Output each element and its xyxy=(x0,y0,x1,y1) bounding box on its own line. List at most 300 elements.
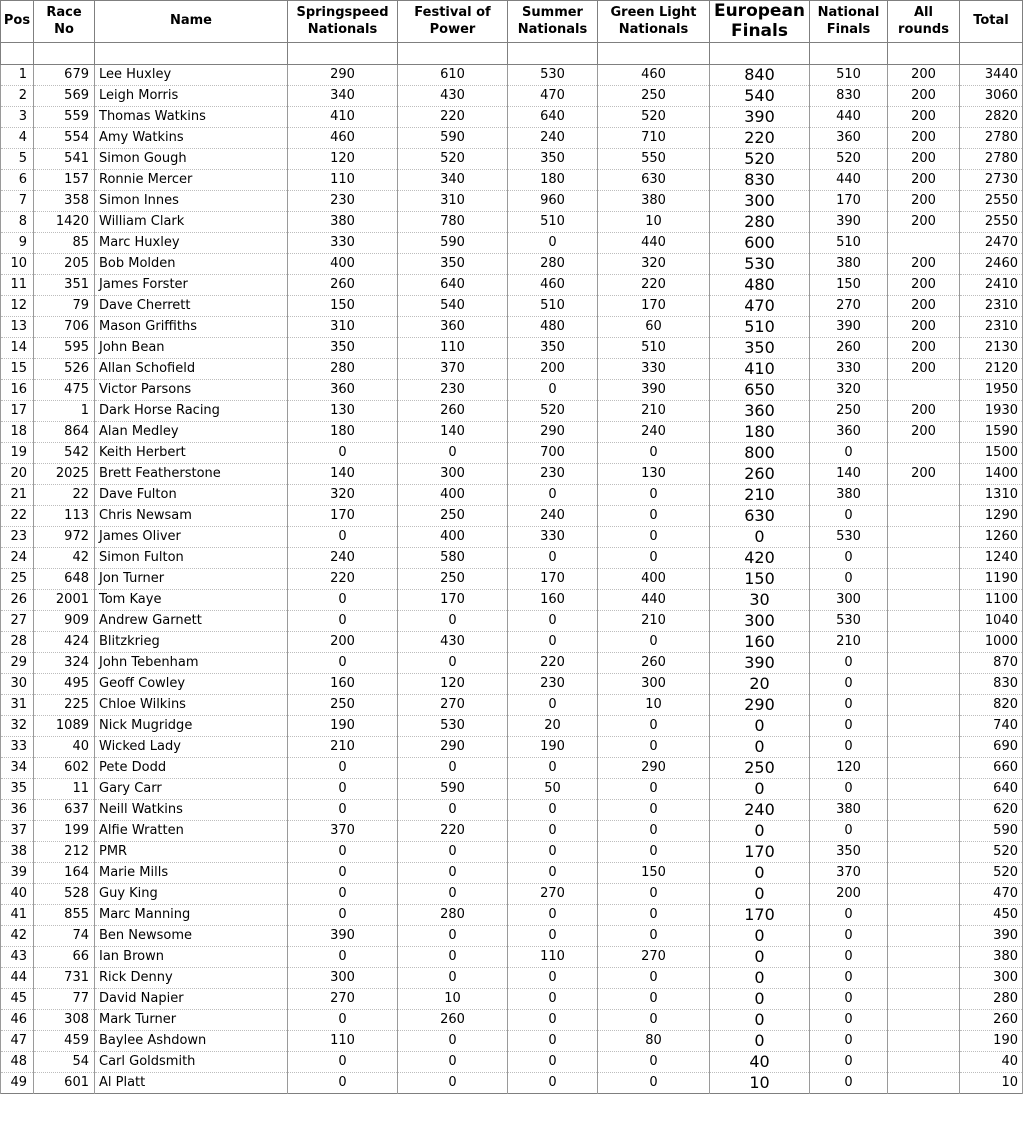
cell-total: 830 xyxy=(960,674,1023,695)
cell-allrounds xyxy=(888,779,960,800)
cell-national: 390 xyxy=(810,212,888,233)
cell-festival: 0 xyxy=(398,968,508,989)
cell-name: Bob Molden xyxy=(95,254,288,275)
cell-name: Simon Fulton xyxy=(95,548,288,569)
table-row xyxy=(1,758,1023,779)
cell-allrounds: 200 xyxy=(888,359,960,380)
cell-total: 2780 xyxy=(960,149,1023,170)
cell-pos: 2 xyxy=(1,86,34,107)
cell-allrounds xyxy=(888,716,960,737)
cell-national: 0 xyxy=(810,821,888,842)
cell-springspeed: 0 xyxy=(288,443,398,464)
table-row xyxy=(1,212,1023,233)
cell-total: 1310 xyxy=(960,485,1023,506)
cell-national: 530 xyxy=(810,611,888,632)
cell-springspeed: 110 xyxy=(288,1031,398,1052)
cell-allrounds: 200 xyxy=(888,422,960,443)
cell-summer: 0 xyxy=(508,611,598,632)
cell-total: 1950 xyxy=(960,380,1023,401)
cell-festival: 220 xyxy=(398,821,508,842)
cell-summer: 350 xyxy=(508,338,598,359)
cell-greenlight: 0 xyxy=(598,632,710,653)
cell-springspeed: 0 xyxy=(288,527,398,548)
cell-national: 440 xyxy=(810,170,888,191)
cell-greenlight: 550 xyxy=(598,149,710,170)
cell-name: Keith Herbert xyxy=(95,443,288,464)
cell-greenlight: 220 xyxy=(598,275,710,296)
cell-festival: 260 xyxy=(398,401,508,422)
cell-summer: 0 xyxy=(508,758,598,779)
cell-summer: 180 xyxy=(508,170,598,191)
cell-total: 620 xyxy=(960,800,1023,821)
cell-name: Victor Parsons xyxy=(95,380,288,401)
cell-total: 300 xyxy=(960,968,1023,989)
results-tbody xyxy=(1,65,1023,1094)
cell-springspeed: 340 xyxy=(288,86,398,107)
cell-allrounds xyxy=(888,863,960,884)
cell-european_finals: 0 xyxy=(710,884,810,905)
cell-springspeed: 0 xyxy=(288,653,398,674)
cell-festival: 590 xyxy=(398,779,508,800)
cell-name: Amy Watkins xyxy=(95,128,288,149)
cell-name: Rick Denny xyxy=(95,968,288,989)
cell-total: 2460 xyxy=(960,254,1023,275)
cell-national: 0 xyxy=(810,1052,888,1073)
cell-allrounds: 200 xyxy=(888,338,960,359)
cell-name: PMR xyxy=(95,842,288,863)
cell-greenlight: 0 xyxy=(598,443,710,464)
cell-summer: 160 xyxy=(508,590,598,611)
cell-pos: 41 xyxy=(1,905,34,926)
cell-springspeed: 210 xyxy=(288,737,398,758)
cell-name: John Bean xyxy=(95,338,288,359)
cell-race_no: 42 xyxy=(34,548,95,569)
cell-allrounds xyxy=(888,485,960,506)
cell-greenlight: 0 xyxy=(598,989,710,1010)
cell-greenlight: 710 xyxy=(598,128,710,149)
cell-name: David Napier xyxy=(95,989,288,1010)
cell-springspeed: 0 xyxy=(288,779,398,800)
table-row xyxy=(1,380,1023,401)
cell-total: 2730 xyxy=(960,170,1023,191)
cell-race_no: 706 xyxy=(34,317,95,338)
cell-summer: 290 xyxy=(508,422,598,443)
cell-total: 1240 xyxy=(960,548,1023,569)
cell-greenlight: 290 xyxy=(598,758,710,779)
cell-summer: 190 xyxy=(508,737,598,758)
cell-festival: 520 xyxy=(398,149,508,170)
cell-total: 1500 xyxy=(960,443,1023,464)
header-green-light-nationals: Green Light Nationals xyxy=(598,1,710,43)
cell-greenlight: 250 xyxy=(598,86,710,107)
cell-european_finals: 840 xyxy=(710,65,810,86)
cell-springspeed: 240 xyxy=(288,548,398,569)
cell-total: 2130 xyxy=(960,338,1023,359)
cell-total: 40 xyxy=(960,1052,1023,1073)
cell-greenlight: 390 xyxy=(598,380,710,401)
cell-greenlight: 300 xyxy=(598,674,710,695)
cell-total: 690 xyxy=(960,737,1023,758)
cell-greenlight: 60 xyxy=(598,317,710,338)
cell-total: 2820 xyxy=(960,107,1023,128)
cell-total: 470 xyxy=(960,884,1023,905)
cell-pos: 15 xyxy=(1,359,34,380)
cell-festival: 640 xyxy=(398,275,508,296)
cell-name: Mark Turner xyxy=(95,1010,288,1031)
cell-race_no: 569 xyxy=(34,86,95,107)
cell-festival: 780 xyxy=(398,212,508,233)
table-row xyxy=(1,548,1023,569)
cell-springspeed: 320 xyxy=(288,485,398,506)
cell-european_finals: 0 xyxy=(710,527,810,548)
cell-festival: 430 xyxy=(398,632,508,653)
cell-race_no: 324 xyxy=(34,653,95,674)
blank-cell xyxy=(508,43,598,65)
cell-allrounds xyxy=(888,380,960,401)
cell-summer: 0 xyxy=(508,548,598,569)
cell-race_no: 2025 xyxy=(34,464,95,485)
table-row xyxy=(1,233,1023,254)
cell-name: Geoff Cowley xyxy=(95,674,288,695)
cell-national: 210 xyxy=(810,632,888,653)
cell-springspeed: 0 xyxy=(288,863,398,884)
cell-allrounds: 200 xyxy=(888,65,960,86)
cell-greenlight: 0 xyxy=(598,884,710,905)
cell-springspeed: 330 xyxy=(288,233,398,254)
cell-summer: 0 xyxy=(508,926,598,947)
cell-european_finals: 220 xyxy=(710,128,810,149)
cell-greenlight: 330 xyxy=(598,359,710,380)
cell-european_finals: 530 xyxy=(710,254,810,275)
cell-greenlight: 150 xyxy=(598,863,710,884)
cell-springspeed: 0 xyxy=(288,1073,398,1094)
cell-race_no: 648 xyxy=(34,569,95,590)
cell-festival: 0 xyxy=(398,842,508,863)
cell-springspeed: 0 xyxy=(288,611,398,632)
cell-summer: 0 xyxy=(508,821,598,842)
cell-springspeed: 250 xyxy=(288,695,398,716)
cell-springspeed: 0 xyxy=(288,800,398,821)
table-header xyxy=(1,1,1023,65)
table-row xyxy=(1,506,1023,527)
cell-festival: 0 xyxy=(398,653,508,674)
cell-total: 740 xyxy=(960,716,1023,737)
cell-pos: 38 xyxy=(1,842,34,863)
cell-european_finals: 600 xyxy=(710,233,810,254)
cell-springspeed: 300 xyxy=(288,968,398,989)
cell-greenlight: 170 xyxy=(598,296,710,317)
cell-greenlight: 510 xyxy=(598,338,710,359)
cell-summer: 960 xyxy=(508,191,598,212)
header-name: Name xyxy=(95,1,288,43)
cell-race_no: 541 xyxy=(34,149,95,170)
header-all-rounds: All rounds xyxy=(888,1,960,43)
cell-pos: 29 xyxy=(1,653,34,674)
cell-european_finals: 350 xyxy=(710,338,810,359)
cell-pos: 45 xyxy=(1,989,34,1010)
cell-race_no: 157 xyxy=(34,170,95,191)
cell-springspeed: 120 xyxy=(288,149,398,170)
table-row xyxy=(1,317,1023,338)
cell-festival: 0 xyxy=(398,758,508,779)
cell-allrounds xyxy=(888,590,960,611)
cell-summer: 480 xyxy=(508,317,598,338)
cell-pos: 47 xyxy=(1,1031,34,1052)
cell-summer: 520 xyxy=(508,401,598,422)
cell-summer: 200 xyxy=(508,359,598,380)
cell-european_finals: 510 xyxy=(710,317,810,338)
cell-allrounds: 200 xyxy=(888,107,960,128)
cell-european_finals: 210 xyxy=(710,485,810,506)
cell-european_finals: 290 xyxy=(710,695,810,716)
cell-national: 0 xyxy=(810,968,888,989)
cell-greenlight: 0 xyxy=(598,1073,710,1094)
blank-cell xyxy=(810,43,888,65)
cell-summer: 0 xyxy=(508,233,598,254)
cell-european_finals: 280 xyxy=(710,212,810,233)
cell-springspeed: 160 xyxy=(288,674,398,695)
cell-greenlight: 240 xyxy=(598,422,710,443)
cell-total: 2310 xyxy=(960,317,1023,338)
cell-race_no: 424 xyxy=(34,632,95,653)
cell-european_finals: 830 xyxy=(710,170,810,191)
table-row xyxy=(1,1010,1023,1031)
cell-national: 0 xyxy=(810,926,888,947)
header-row xyxy=(1,1,1023,43)
cell-festival: 220 xyxy=(398,107,508,128)
cell-national: 830 xyxy=(810,86,888,107)
cell-summer: 0 xyxy=(508,863,598,884)
cell-european_finals: 20 xyxy=(710,674,810,695)
cell-national: 300 xyxy=(810,590,888,611)
table-row xyxy=(1,632,1023,653)
cell-total: 2120 xyxy=(960,359,1023,380)
cell-greenlight: 80 xyxy=(598,1031,710,1052)
table-row xyxy=(1,905,1023,926)
table-row xyxy=(1,569,1023,590)
cell-allrounds xyxy=(888,968,960,989)
cell-name: Alfie Wratten xyxy=(95,821,288,842)
cell-european_finals: 480 xyxy=(710,275,810,296)
cell-allrounds xyxy=(888,506,960,527)
blank-cell xyxy=(710,43,810,65)
cell-european_finals: 300 xyxy=(710,191,810,212)
cell-national: 0 xyxy=(810,1073,888,1094)
cell-name: Simon Gough xyxy=(95,149,288,170)
cell-summer: 0 xyxy=(508,695,598,716)
table-row xyxy=(1,716,1023,737)
cell-greenlight: 0 xyxy=(598,506,710,527)
table-row xyxy=(1,590,1023,611)
cell-springspeed: 390 xyxy=(288,926,398,947)
cell-pos: 17 xyxy=(1,401,34,422)
cell-springspeed: 0 xyxy=(288,842,398,863)
table-row xyxy=(1,779,1023,800)
cell-total: 520 xyxy=(960,842,1023,863)
cell-pos: 28 xyxy=(1,632,34,653)
cell-allrounds xyxy=(888,905,960,926)
cell-pos: 26 xyxy=(1,590,34,611)
cell-national: 0 xyxy=(810,674,888,695)
cell-greenlight: 0 xyxy=(598,905,710,926)
cell-race_no: 212 xyxy=(34,842,95,863)
cell-festival: 530 xyxy=(398,716,508,737)
cell-festival: 590 xyxy=(398,233,508,254)
cell-pos: 44 xyxy=(1,968,34,989)
cell-pos: 20 xyxy=(1,464,34,485)
cell-national: 260 xyxy=(810,338,888,359)
cell-race_no: 637 xyxy=(34,800,95,821)
cell-springspeed: 190 xyxy=(288,716,398,737)
cell-name: Allan Schofield xyxy=(95,359,288,380)
cell-european_finals: 30 xyxy=(710,590,810,611)
cell-festival: 0 xyxy=(398,443,508,464)
blank-cell xyxy=(888,43,960,65)
cell-national: 510 xyxy=(810,233,888,254)
cell-springspeed: 270 xyxy=(288,989,398,1010)
cell-race_no: 79 xyxy=(34,296,95,317)
cell-european_finals: 0 xyxy=(710,779,810,800)
cell-springspeed: 360 xyxy=(288,380,398,401)
cell-total: 870 xyxy=(960,653,1023,674)
cell-greenlight: 0 xyxy=(598,737,710,758)
header-national-finals: National Finals xyxy=(810,1,888,43)
cell-allrounds: 200 xyxy=(888,212,960,233)
cell-european_finals: 0 xyxy=(710,947,810,968)
cell-race_no: 602 xyxy=(34,758,95,779)
table-row xyxy=(1,65,1023,86)
cell-summer: 240 xyxy=(508,128,598,149)
cell-springspeed: 110 xyxy=(288,170,398,191)
cell-allrounds xyxy=(888,842,960,863)
cell-national: 250 xyxy=(810,401,888,422)
cell-allrounds xyxy=(888,443,960,464)
cell-total: 2410 xyxy=(960,275,1023,296)
cell-name: Baylee Ashdown xyxy=(95,1031,288,1052)
header-race-no: Race No xyxy=(34,1,95,43)
cell-european_finals: 630 xyxy=(710,506,810,527)
cell-pos: 25 xyxy=(1,569,34,590)
cell-pos: 16 xyxy=(1,380,34,401)
cell-name: Brett Featherstone xyxy=(95,464,288,485)
cell-national: 0 xyxy=(810,716,888,737)
cell-national: 0 xyxy=(810,569,888,590)
cell-pos: 18 xyxy=(1,422,34,443)
cell-european_finals: 170 xyxy=(710,842,810,863)
cell-summer: 0 xyxy=(508,842,598,863)
cell-festival: 400 xyxy=(398,485,508,506)
cell-summer: 530 xyxy=(508,65,598,86)
cell-race_no: 554 xyxy=(34,128,95,149)
cell-pos: 19 xyxy=(1,443,34,464)
cell-name: Chris Newsam xyxy=(95,506,288,527)
table-row xyxy=(1,989,1023,1010)
cell-pos: 32 xyxy=(1,716,34,737)
header-springspeed-nationals: Springspeed Nationals xyxy=(288,1,398,43)
cell-pos: 7 xyxy=(1,191,34,212)
cell-summer: 700 xyxy=(508,443,598,464)
cell-allrounds: 200 xyxy=(888,401,960,422)
cell-greenlight: 260 xyxy=(598,653,710,674)
cell-national: 0 xyxy=(810,695,888,716)
cell-springspeed: 0 xyxy=(288,1010,398,1031)
cell-total: 2550 xyxy=(960,191,1023,212)
cell-total: 1190 xyxy=(960,569,1023,590)
table-row xyxy=(1,863,1023,884)
cell-pos: 36 xyxy=(1,800,34,821)
cell-allrounds: 200 xyxy=(888,86,960,107)
cell-european_finals: 540 xyxy=(710,86,810,107)
table-row xyxy=(1,296,1023,317)
blank-cell xyxy=(398,43,508,65)
cell-race_no: 205 xyxy=(34,254,95,275)
header-summer-nationals: Summer Nationals xyxy=(508,1,598,43)
cell-national: 0 xyxy=(810,1031,888,1052)
cell-name: Dark Horse Racing xyxy=(95,401,288,422)
cell-national: 360 xyxy=(810,422,888,443)
cell-race_no: 528 xyxy=(34,884,95,905)
blank-filter-row xyxy=(1,43,1023,65)
cell-greenlight: 0 xyxy=(598,716,710,737)
cell-race_no: 113 xyxy=(34,506,95,527)
cell-festival: 0 xyxy=(398,1031,508,1052)
table-row xyxy=(1,422,1023,443)
table-row xyxy=(1,695,1023,716)
cell-pos: 34 xyxy=(1,758,34,779)
cell-summer: 270 xyxy=(508,884,598,905)
table-row xyxy=(1,443,1023,464)
cell-pos: 14 xyxy=(1,338,34,359)
table-row xyxy=(1,611,1023,632)
cell-pos: 35 xyxy=(1,779,34,800)
cell-allrounds xyxy=(888,1052,960,1073)
cell-greenlight: 210 xyxy=(598,401,710,422)
cell-national: 0 xyxy=(810,737,888,758)
cell-festival: 580 xyxy=(398,548,508,569)
cell-summer: 0 xyxy=(508,1052,598,1073)
cell-summer: 20 xyxy=(508,716,598,737)
cell-summer: 220 xyxy=(508,653,598,674)
cell-festival: 140 xyxy=(398,422,508,443)
cell-festival: 370 xyxy=(398,359,508,380)
cell-total: 520 xyxy=(960,863,1023,884)
cell-national: 120 xyxy=(810,758,888,779)
cell-european_finals: 650 xyxy=(710,380,810,401)
cell-summer: 460 xyxy=(508,275,598,296)
cell-greenlight: 520 xyxy=(598,107,710,128)
cell-race_no: 1420 xyxy=(34,212,95,233)
cell-greenlight: 10 xyxy=(598,695,710,716)
cell-springspeed: 220 xyxy=(288,569,398,590)
cell-name: Thomas Watkins xyxy=(95,107,288,128)
cell-race_no: 40 xyxy=(34,737,95,758)
cell-allrounds xyxy=(888,674,960,695)
cell-national: 440 xyxy=(810,107,888,128)
cell-european_finals: 0 xyxy=(710,821,810,842)
cell-race_no: 601 xyxy=(34,1073,95,1094)
cell-springspeed: 130 xyxy=(288,401,398,422)
table-row xyxy=(1,128,1023,149)
cell-pos: 30 xyxy=(1,674,34,695)
cell-festival: 310 xyxy=(398,191,508,212)
cell-festival: 0 xyxy=(398,611,508,632)
cell-total: 1400 xyxy=(960,464,1023,485)
cell-festival: 170 xyxy=(398,590,508,611)
cell-total: 10 xyxy=(960,1073,1023,1094)
cell-summer: 240 xyxy=(508,506,598,527)
cell-race_no: 909 xyxy=(34,611,95,632)
cell-summer: 510 xyxy=(508,296,598,317)
